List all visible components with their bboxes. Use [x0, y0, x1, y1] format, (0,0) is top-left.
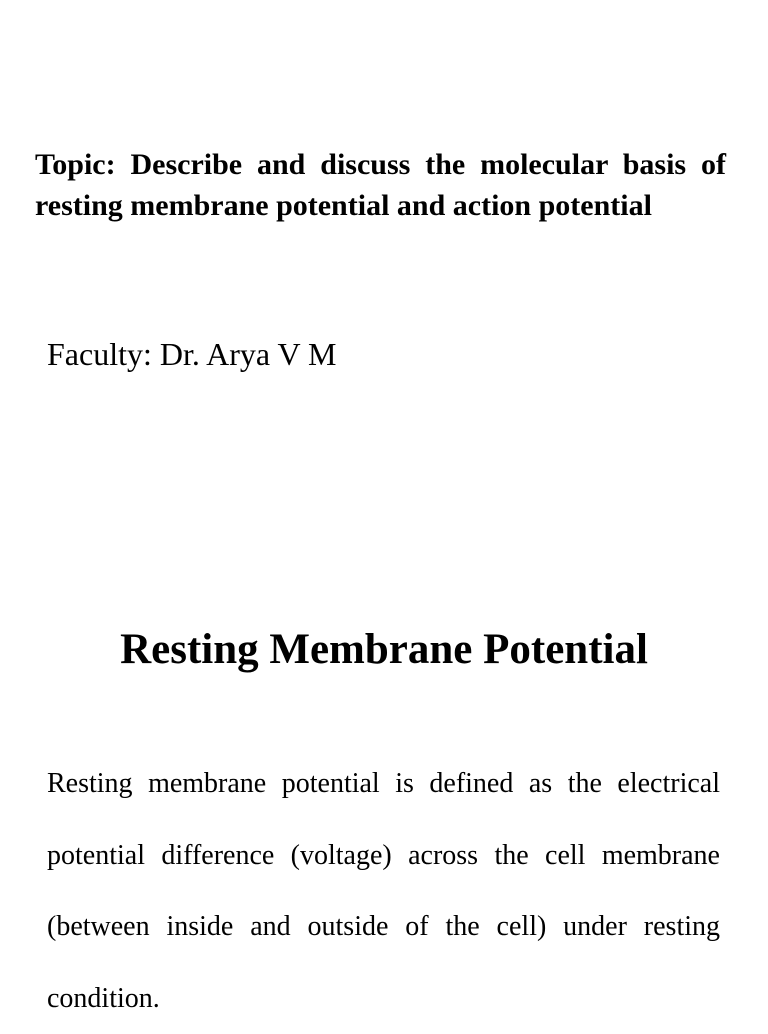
- faculty-name: Faculty: Dr. Arya V M: [47, 336, 337, 372]
- section-body: Resting membrane potential is defined as the electrical potential difference (voltage) across the cell membrane (between inside and outside of the cell) under resting condition.: [47, 768, 720, 1014]
- section-heading: Resting Membrane Potential: [120, 626, 648, 673]
- topic-title: Topic: Describe and discuss the molecular basis of resting membrane potential and action potential: [35, 148, 726, 222]
